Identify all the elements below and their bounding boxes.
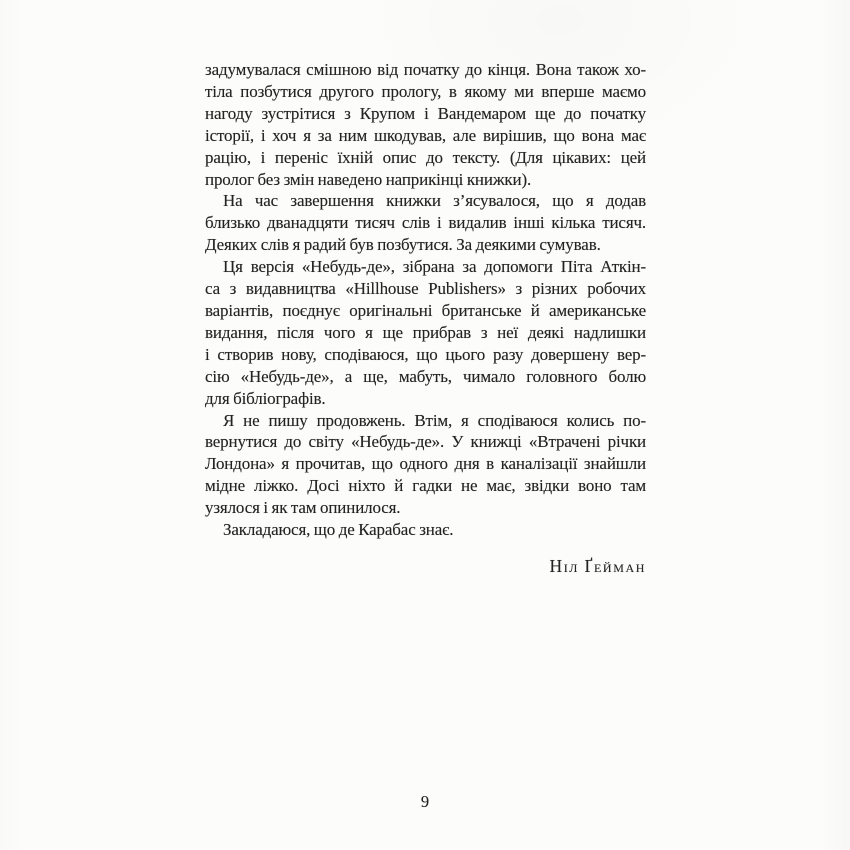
text-line: На час завершення книжки з’ясувалося, що я додав bbox=[223, 191, 646, 211]
text-line: варіантів, поєднує оригінальні британське й американське bbox=[205, 300, 646, 320]
page-number: 9 bbox=[420, 792, 430, 811]
text-line: пролог без змін наведено наприкінці книжки). bbox=[205, 169, 532, 189]
text-line: видання, після чого я ще прибрав з неї деякі надлишки bbox=[205, 322, 646, 342]
paragraph bbox=[205, 190, 646, 256]
text-line: тіла позбутися другого прологу, в якому ми вперше маємо bbox=[205, 81, 646, 101]
text-line: Ця версія «Небудь-де», зібрана за допомоги Піта Аткін- bbox=[223, 257, 646, 277]
text-line: нагоду зустрітися з Крупом і Вандемаром ще до початку bbox=[205, 103, 646, 123]
text-line: близько дванадцяти тисяч слів і видалив інші кілька тисяч. bbox=[205, 213, 646, 233]
text-line: Деяких слів я радий був позбутися. За деякими сумував. bbox=[205, 235, 601, 255]
text-line: і створив нову, сподіваюся, що цього разу довершену вер- bbox=[205, 344, 646, 364]
text-line: са з видавництва «Hillhouse Publishers» з різних робочих bbox=[205, 279, 646, 299]
paragraph bbox=[205, 410, 646, 520]
text-line: узялося і як там опинилося. bbox=[205, 498, 401, 518]
text-line: Я не пишу продовжень. Втім, я сподіваюся колись по- bbox=[223, 410, 646, 430]
text-line: вернутися до світу «Небудь-де». У книжці «Втрачені річки bbox=[205, 432, 646, 452]
text-line: Закладаюся, що де Карабас знає. bbox=[223, 520, 454, 540]
text-block bbox=[205, 59, 646, 578]
text-line: задумувалася смішною від початку до кінця. Вона також хо- bbox=[205, 60, 646, 79]
text-line: мідне ліжко. Досі ніхто й гадки не має, звідки воно там bbox=[205, 476, 646, 496]
author-signature: Ніл Ґейман bbox=[549, 555, 646, 576]
text-line: сію «Небудь-де», а ще, мабуть, чимало головного болю bbox=[205, 366, 646, 386]
text-line: для бібліографів. bbox=[205, 388, 326, 408]
paragraph bbox=[205, 59, 646, 190]
paragraph bbox=[205, 256, 646, 409]
text-line: Лондона» я прочитав, що одного дня в каналізації знайшли bbox=[205, 454, 646, 474]
text-line: рацію, і переніс їхній опис до тексту. (Для цікавих: цей bbox=[205, 147, 646, 167]
text-line: історії, і хоч я за ним шкодував, але вирішив, що вона має bbox=[205, 125, 646, 145]
paragraph bbox=[205, 519, 646, 541]
